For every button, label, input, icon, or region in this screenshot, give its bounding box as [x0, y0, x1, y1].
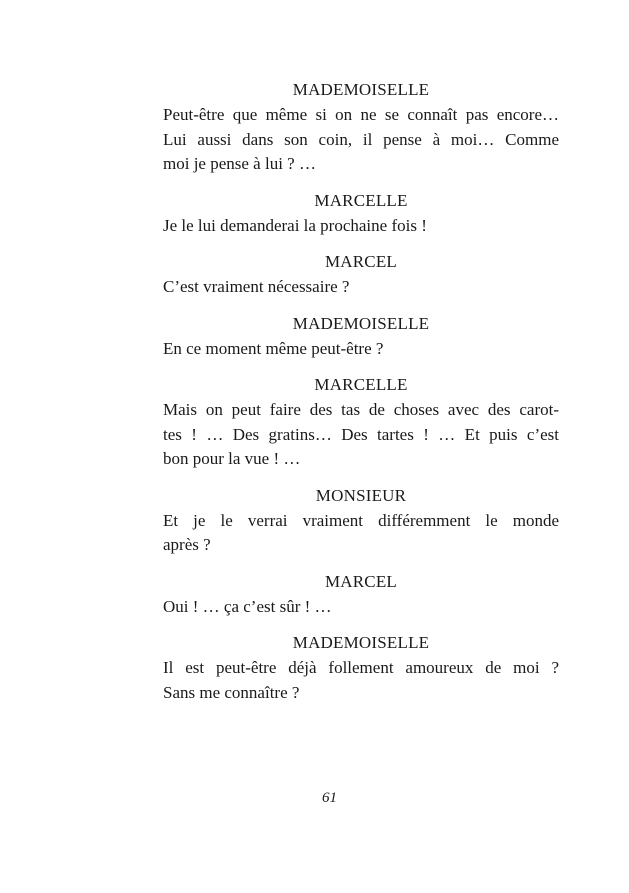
dialogue-block [163, 312, 559, 362]
speaker-name: MADEMOISELLE [292, 80, 430, 99]
script-page [163, 78, 559, 717]
speaker-name: MADEMOISELLE [292, 313, 430, 333]
page-number: 61 [322, 790, 337, 806]
dialogue-line: Peut-être que même si on ne se connaît pas encore… [163, 105, 559, 124]
dialogue-line: C’est vraiment nécessaire ? [163, 277, 350, 296]
dialogue-line: Il est peut-être déjà follement amoureux de moi ? [163, 658, 559, 677]
dialogue-block [163, 78, 559, 177]
dialogue-line: En ce moment même peut-être ? [163, 338, 384, 358]
dialogue-line: moi je pense à lui ? … [163, 154, 316, 173]
speaker-name: MARCEL [324, 571, 398, 591]
dialogue-block [163, 631, 559, 705]
dialogue-line: Mais on peut faire des tas de choses avec des carot- [163, 400, 559, 419]
dialogue-block [163, 484, 559, 558]
speaker-name: MADEMOISELLE [292, 633, 430, 652]
dialogue-line: après ? [163, 535, 211, 554]
dialogue-line: Sans me connaître ? [163, 682, 300, 702]
dialogue-line: bon pour la vue ! … [163, 449, 301, 468]
speaker-name: MONSIEUR [315, 485, 407, 505]
dialogue-block [163, 189, 559, 239]
dialogue-line: tes ! … Des gratins… Des tartes ! … Et puis c’est [163, 424, 559, 444]
dialogue-line: Oui ! … ça c’est sûr ! … [163, 596, 332, 616]
dialogue-line: Je le lui demanderai la prochaine fois ! [163, 215, 427, 235]
speaker-name: MARCELLE [314, 375, 408, 394]
speaker-name: MARCEL [324, 252, 398, 271]
speaker-name: MARCELLE [314, 190, 408, 210]
dialogue-block [163, 570, 559, 620]
dialogue-line: Et je le verrai vraiment différemment le monde [163, 510, 559, 530]
dialogue-block [163, 250, 559, 300]
dialogue-block [163, 373, 559, 472]
dialogue-line: Lui aussi dans son coin, il pense à moi… Comme [163, 129, 559, 149]
